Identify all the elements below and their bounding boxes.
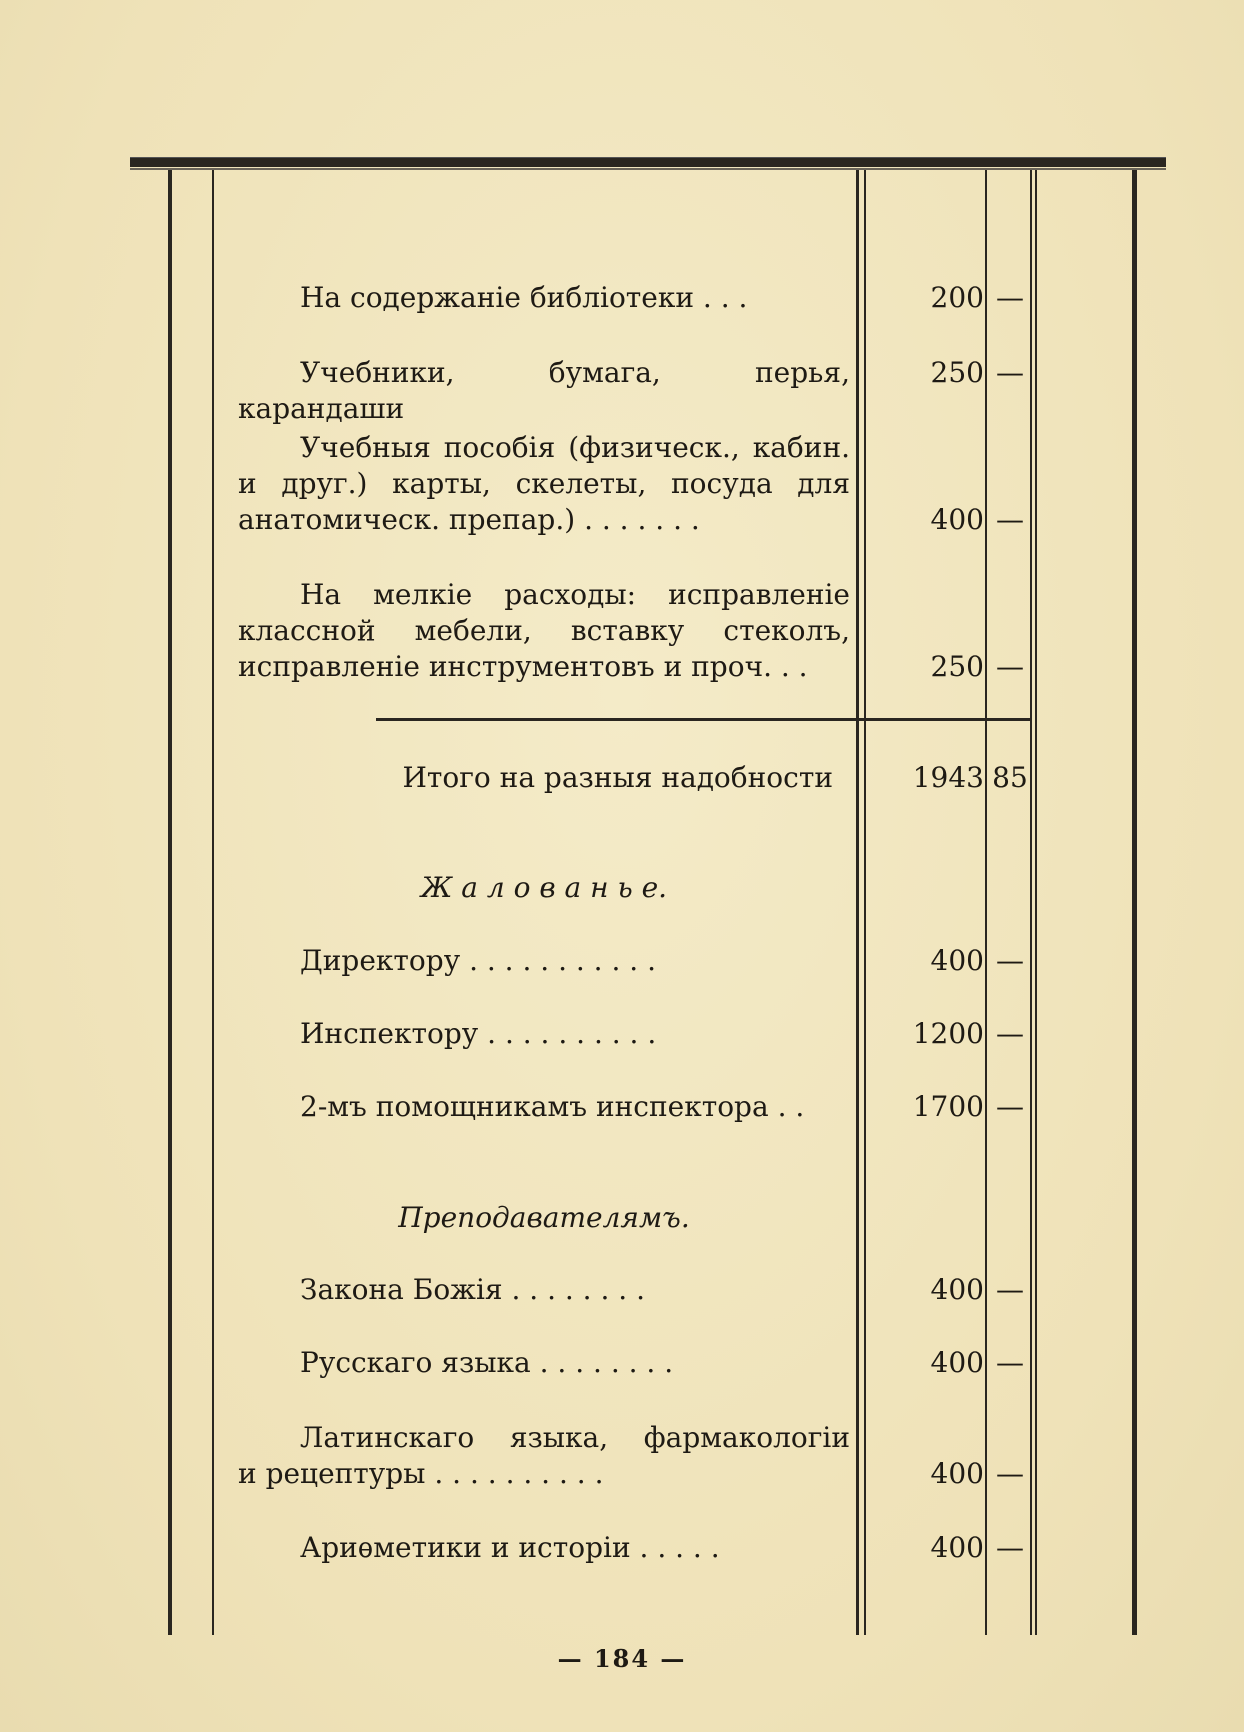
kop-value: — (996, 1273, 1024, 1306)
rub-value: 400 (930, 1346, 984, 1379)
rub-value: 1700 (912, 1090, 984, 1123)
salary-row (238, 1016, 850, 1052)
kop-value: — (996, 650, 1024, 683)
expense-row (238, 577, 850, 685)
salary-label: Директору . . . . . . . . . . . (300, 944, 656, 977)
kop-value: — (996, 1531, 1024, 1564)
rub-value: 250 (930, 356, 984, 389)
top-rule-thin (130, 168, 1166, 170)
kop-value: — (996, 1017, 1024, 1050)
kop-value: — (996, 1346, 1024, 1379)
expense-row (238, 280, 850, 316)
kop-value: — (996, 1457, 1024, 1490)
salary-label: 2-мъ помощникамъ инспектора . . (300, 1090, 805, 1123)
kop-right-line-inner (1035, 170, 1037, 1635)
expense-label-line: анатомическ. препар.) . . . . . . . (238, 503, 700, 536)
expense-row (238, 430, 850, 538)
salary-label: Инспектору . . . . . . . . . . (300, 1017, 657, 1050)
section-heading-salary: Ж а л о в а н ь е. (420, 871, 668, 904)
kop-value: — (996, 944, 1024, 977)
teacher-label: Ариѳметики и исторіи . . . . . (300, 1531, 720, 1564)
teacher-row (238, 1272, 850, 1308)
expense-row (238, 355, 850, 427)
expense-label: Учебники, бумага, перья, карандаши (238, 356, 850, 425)
rub-value: 200 (930, 281, 984, 314)
expense-label-line: На мелкіе расходы: исправленіе (300, 578, 850, 611)
teacher-row (238, 1530, 850, 1566)
rub-value: 400 (930, 944, 984, 977)
rub-value: 250 (930, 650, 984, 683)
kop-value: — (996, 356, 1024, 389)
expense-label-line: классной мебели, вставку стеколъ, (238, 614, 850, 647)
kop-value: — (996, 503, 1024, 536)
kop-value: — (996, 1090, 1024, 1123)
right-border-line (1132, 170, 1137, 1635)
sum-rule (376, 718, 1032, 721)
expense-label-line: Учебныя пособія (физическ., кабин. (300, 431, 850, 464)
teacher-row (238, 1345, 850, 1381)
kop-right-line (1030, 170, 1032, 1635)
rub-value: 400 (930, 503, 984, 536)
salary-row (238, 943, 850, 979)
teacher-label: Закона Божія . . . . . . . . (300, 1273, 645, 1306)
kop-column-line (985, 170, 987, 1635)
rub-value: 400 (930, 1531, 984, 1564)
total-rub: 1943 (912, 761, 984, 794)
teacher-label-line: Латинскаго языка, фармакологіи (300, 1421, 850, 1454)
left-inner-line (212, 170, 214, 1635)
total-kop: 85 (992, 761, 1028, 794)
page-number: — 184 — (557, 1644, 687, 1673)
rub-value: 400 (930, 1457, 984, 1490)
expense-label-line: исправленіе инструментовъ и проч. . . (238, 650, 808, 683)
teacher-label-line: и рецептуры . . . . . . . . . . (238, 1457, 604, 1490)
salary-row (238, 1089, 850, 1125)
teacher-label: Русскаго языка . . . . . . . . (300, 1346, 674, 1379)
section-heading-teachers: Преподавателямъ. (398, 1201, 690, 1234)
rub-value: 400 (930, 1273, 984, 1306)
expense-label-line: и друг.) карты, скелеты, посуда для (238, 467, 850, 500)
rub-value: 1200 (912, 1017, 984, 1050)
kop-value: — (996, 281, 1024, 314)
teacher-row (238, 1420, 850, 1492)
rub-column-line (856, 170, 859, 1635)
expense-label: На содержаніе библіотеки . . . (300, 281, 748, 314)
top-rule (130, 157, 1166, 167)
total-label: Итого на разныя надобности (402, 761, 833, 794)
left-border-line (168, 170, 172, 1635)
